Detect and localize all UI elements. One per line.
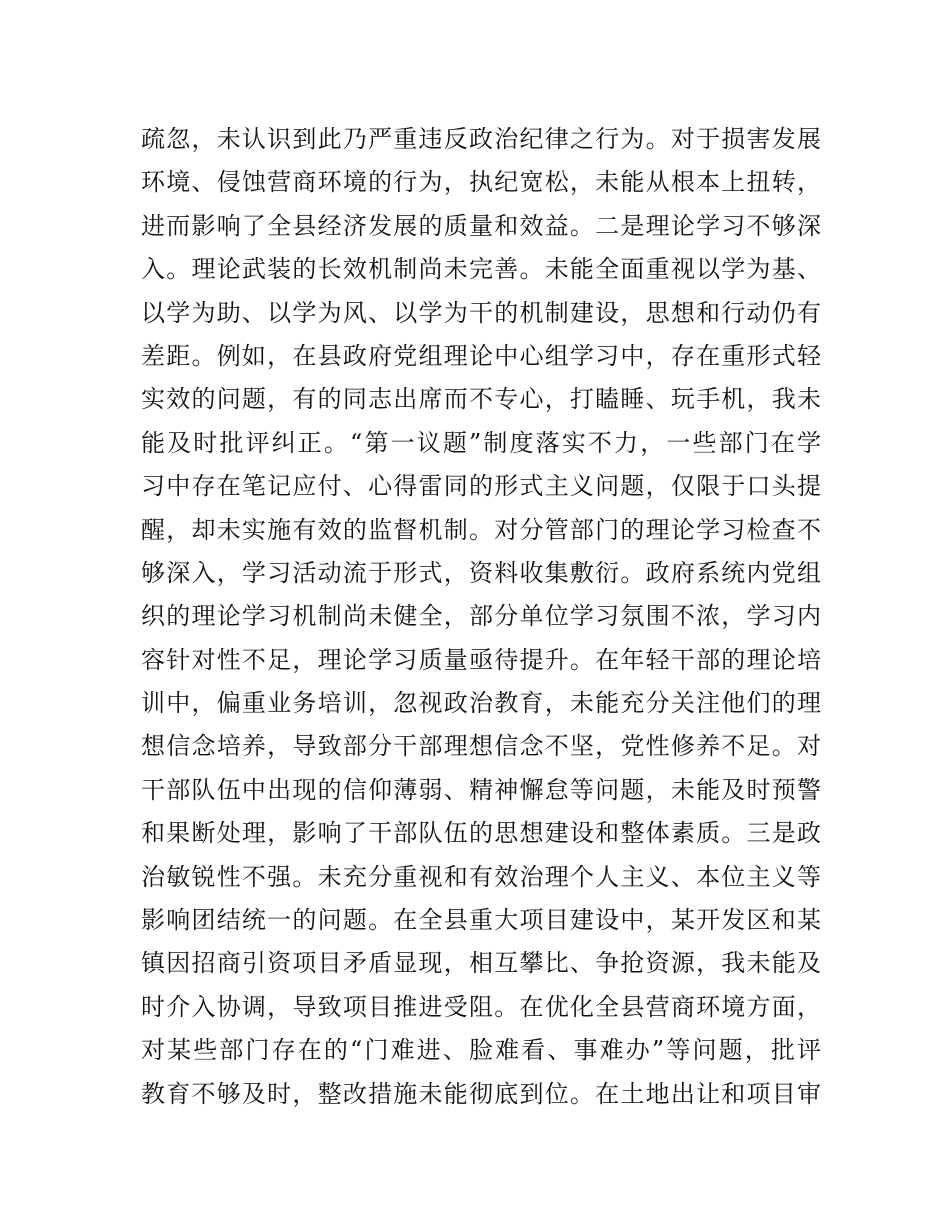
text-line: 容针对性不足，理论学习质量亟待提升。在年轻干部的理论培 bbox=[141, 645, 821, 674]
text-line: 治敏锐性不强。未充分重视和有效治理个人主义、本位主义等 bbox=[141, 862, 821, 891]
text-line: 教育不够及时，整改措施未能彻底到位。在土地出让和项目审 bbox=[141, 1079, 821, 1108]
text-line: 训中，偏重业务培训，忽视政治教育，未能充分关注他们的理 bbox=[141, 689, 821, 718]
text-line: 疏忽，未认识到此乃严重违反政治纪律之行为。对于损害发展 bbox=[141, 125, 821, 153]
text-line: 以学为助、以学为风、以学为干的机制建设，思想和行动仍有 bbox=[141, 298, 821, 327]
text-line: 镇因招商引资项目矛盾显现，相互攀比、争抢资源，我未能及 bbox=[141, 949, 821, 978]
text-line: 时介入协调，导致项目推进受阻。在优化全县营商环境方面， bbox=[141, 992, 821, 1021]
text-line: 织的理论学习机制尚未健全，部分单位学习氛围不浓，学习内 bbox=[141, 602, 821, 631]
body-text bbox=[141, 118, 821, 1116]
text-line: 进而影响了全县经济发展的质量和效益。二是理论学习不够深 bbox=[141, 211, 821, 240]
text-line: 醒，却未实施有效的监督机制。对分管部门的理论学习检查不 bbox=[141, 515, 821, 544]
text-line: 对某些部门存在的“门难进、脸难看、事难办”等问题，批评 bbox=[141, 1036, 821, 1065]
text-line: 干部队伍中出现的信仰薄弱、精神懈怠等问题，未能及时预警 bbox=[141, 775, 821, 804]
text-line: 习中存在笔记应付、心得雷同的形式主义问题，仅限于口头提 bbox=[141, 472, 821, 501]
text-line: 和果断处理，影响了干部队伍的思想建设和整体素质。三是政 bbox=[141, 819, 821, 848]
text-line: 够深入，学习活动流于形式，资料收集敷衍。政府系统内党组 bbox=[141, 558, 821, 587]
text-line: 想信念培养，导致部分干部理想信念不坚，党性修养不足。对 bbox=[141, 732, 821, 761]
text-line: 差距。例如，在县政府党组理论中心组学习中，存在重形式轻 bbox=[141, 341, 821, 370]
text-line: 影响团结统一的问题。在全县重大项目建设中，某开发区和某 bbox=[141, 906, 821, 935]
text-line: 环境、侵蚀营商环境的行为，执纪宽松，未能从根本上扭转， bbox=[141, 168, 821, 197]
text-line: 能及时批评纠正。“第一议题”制度落实不力，一些部门在学 bbox=[141, 428, 821, 457]
text-line: 入。理论武装的长效机制尚未完善。未能全面重视以学为基、 bbox=[141, 255, 821, 284]
text-line: 实效的问题，有的同志出席而不专心，打瞌睡、玩手机，我未 bbox=[141, 385, 821, 414]
